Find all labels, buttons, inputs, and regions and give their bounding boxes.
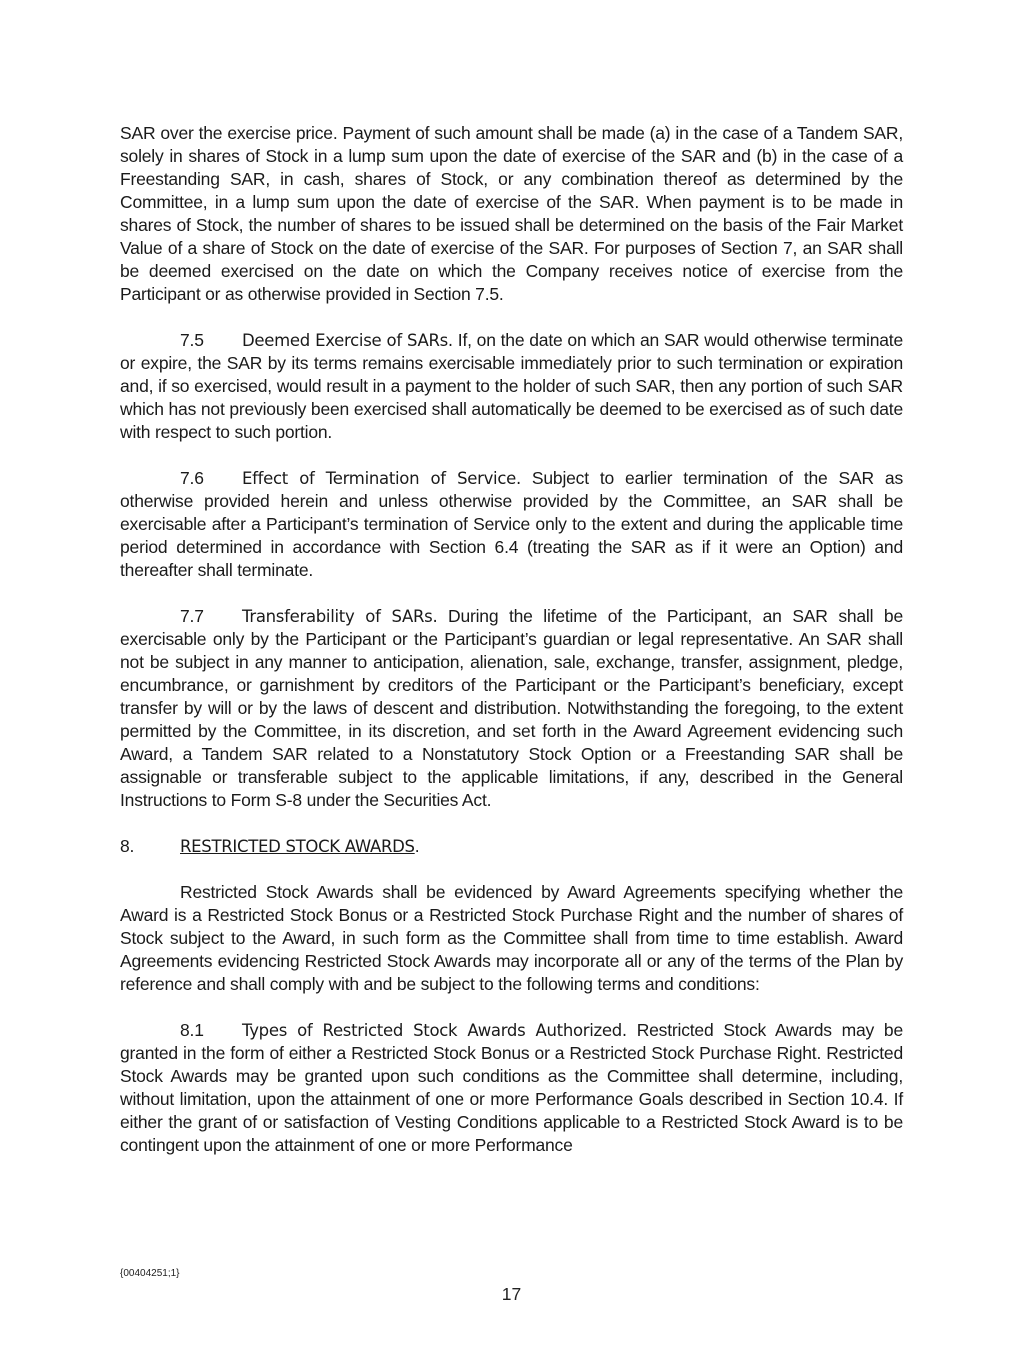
- section-8-heading: [120, 835, 903, 858]
- paragraph-8-intro: Restricted Stock Awards shall be evidenced by Award Agreements specifying whether the Award is a Restricted Stock Bonus or a Restricted Stock Purchase Right and the number of shares of Stock subject to the Award, in such form as the Committee shall from time to time establish. Award Agreements evidencing Restricted Stock Awards may incorporate all or any of the terms of the Plan by reference and shall comply with and be subject to the following terms and conditions:: [120, 882, 903, 994]
- section-title: RESTRICTED STOCK AWARDS: [180, 837, 415, 856]
- section-number: 8.: [120, 836, 135, 856]
- paragraph-intro: SAR over the exercise price. Payment of such amount shall be made (a) in the case of a Tandem SAR, solely in shares of Stock in a lump sum upon the date of exercise of the SAR and (b) in the case of a Freestanding SAR, in cash, shares of Stock, or any combination thereof as determined by the Committee, in a lump sum upon the date of exercise of the SAR. When payment is to be made in shares of Stock, the number of shares to be issued shall be determined on the basis of the Fair Market Value of a share of Stock on the date of exercise of the SAR. For purposes of Section 7, an SAR shall be deemed exercised on the date on which the Company receives notice of exercise from the Participant or as otherwise provided in Section 7.5.: [120, 123, 903, 304]
- section-7-6: [120, 467, 903, 582]
- page-body: [120, 122, 903, 1157]
- section-body: Restricted Stock Awards may be granted in the form of either a Restricted Stock Bonus or a Restricted Stock Purchase Right. Restricted Stock Awards may be granted upon such conditions as the Committee shall determine, including, without limitation, upon the attainment of one or more Performance Goals described in Section 10.4. If either the grant of or satisfaction of Vesting Conditions applicable to a Restricted Stock Award is to be contingent upon the attainment of one or more Performance: [120, 1020, 903, 1155]
- section-heading: Deemed Exercise of SARs.: [242, 331, 453, 350]
- section-7-5: [120, 329, 903, 444]
- section-number: 8.1: [180, 1020, 204, 1040]
- section-heading: Effect of Termination of Service.: [242, 469, 521, 488]
- section-body: During the lifetime of the Participant, an SAR shall be exercisable only by the Participant or the Participant’s guardian or legal representative. An SAR shall not be subject in any manner to anticipation, alienation, sale, exchange, transfer, assignment, pledge, encumbrance, or garnishment by creditors of the Participant or the Participant’s beneficiary, except transfer by will or by the laws of descent and distribution. Notwithstanding the foregoing, to the extent permitted by the Committee, in its discretion, and set forth in the Award Agreement evidencing such Award, a Tandem SAR related to a Nonstatutory Stock Option or a Freestanding SAR shall be assignable or transferable subject to the applicable limitations, if any, described in the General Instructions to Form S-8 under the Securities Act.: [120, 606, 903, 810]
- page-number: 17: [501, 1284, 522, 1304]
- document-id: {00404251;1}: [120, 1268, 180, 1279]
- section-number: 7.6: [180, 468, 204, 488]
- section-7-7: [120, 605, 903, 812]
- section-body: Subject to earlier termination of the SAR as otherwise provided herein and unless otherwise provided by the Committee, an SAR shall be exercisable after a Participant’s termination of Service only to the extent and during the applicable time period determined in accordance with Section 6.4 (treating the SAR as if it were an Option) and thereafter shall terminate.: [120, 468, 903, 580]
- section-8-1: [120, 1019, 903, 1157]
- section-number: 7.7: [180, 606, 204, 626]
- section-heading: Types of Restricted Stock Awards Authorized.: [242, 1021, 627, 1040]
- section-body: If, on the date on which an SAR would otherwise terminate or expire, the SAR by its terms remains exercisable immediately prior to such termination or expiration and, if so exercised, would result in a payment to the holder of such SAR, then any portion of such SAR which has not previously been exercised shall automatically be deemed to be exercised as of such date with respect to such portion.: [120, 330, 904, 442]
- section-title-suffix: .: [414, 836, 420, 856]
- section-number: 7.5: [180, 330, 204, 350]
- section-heading: Transferability of SARs.: [242, 607, 438, 626]
